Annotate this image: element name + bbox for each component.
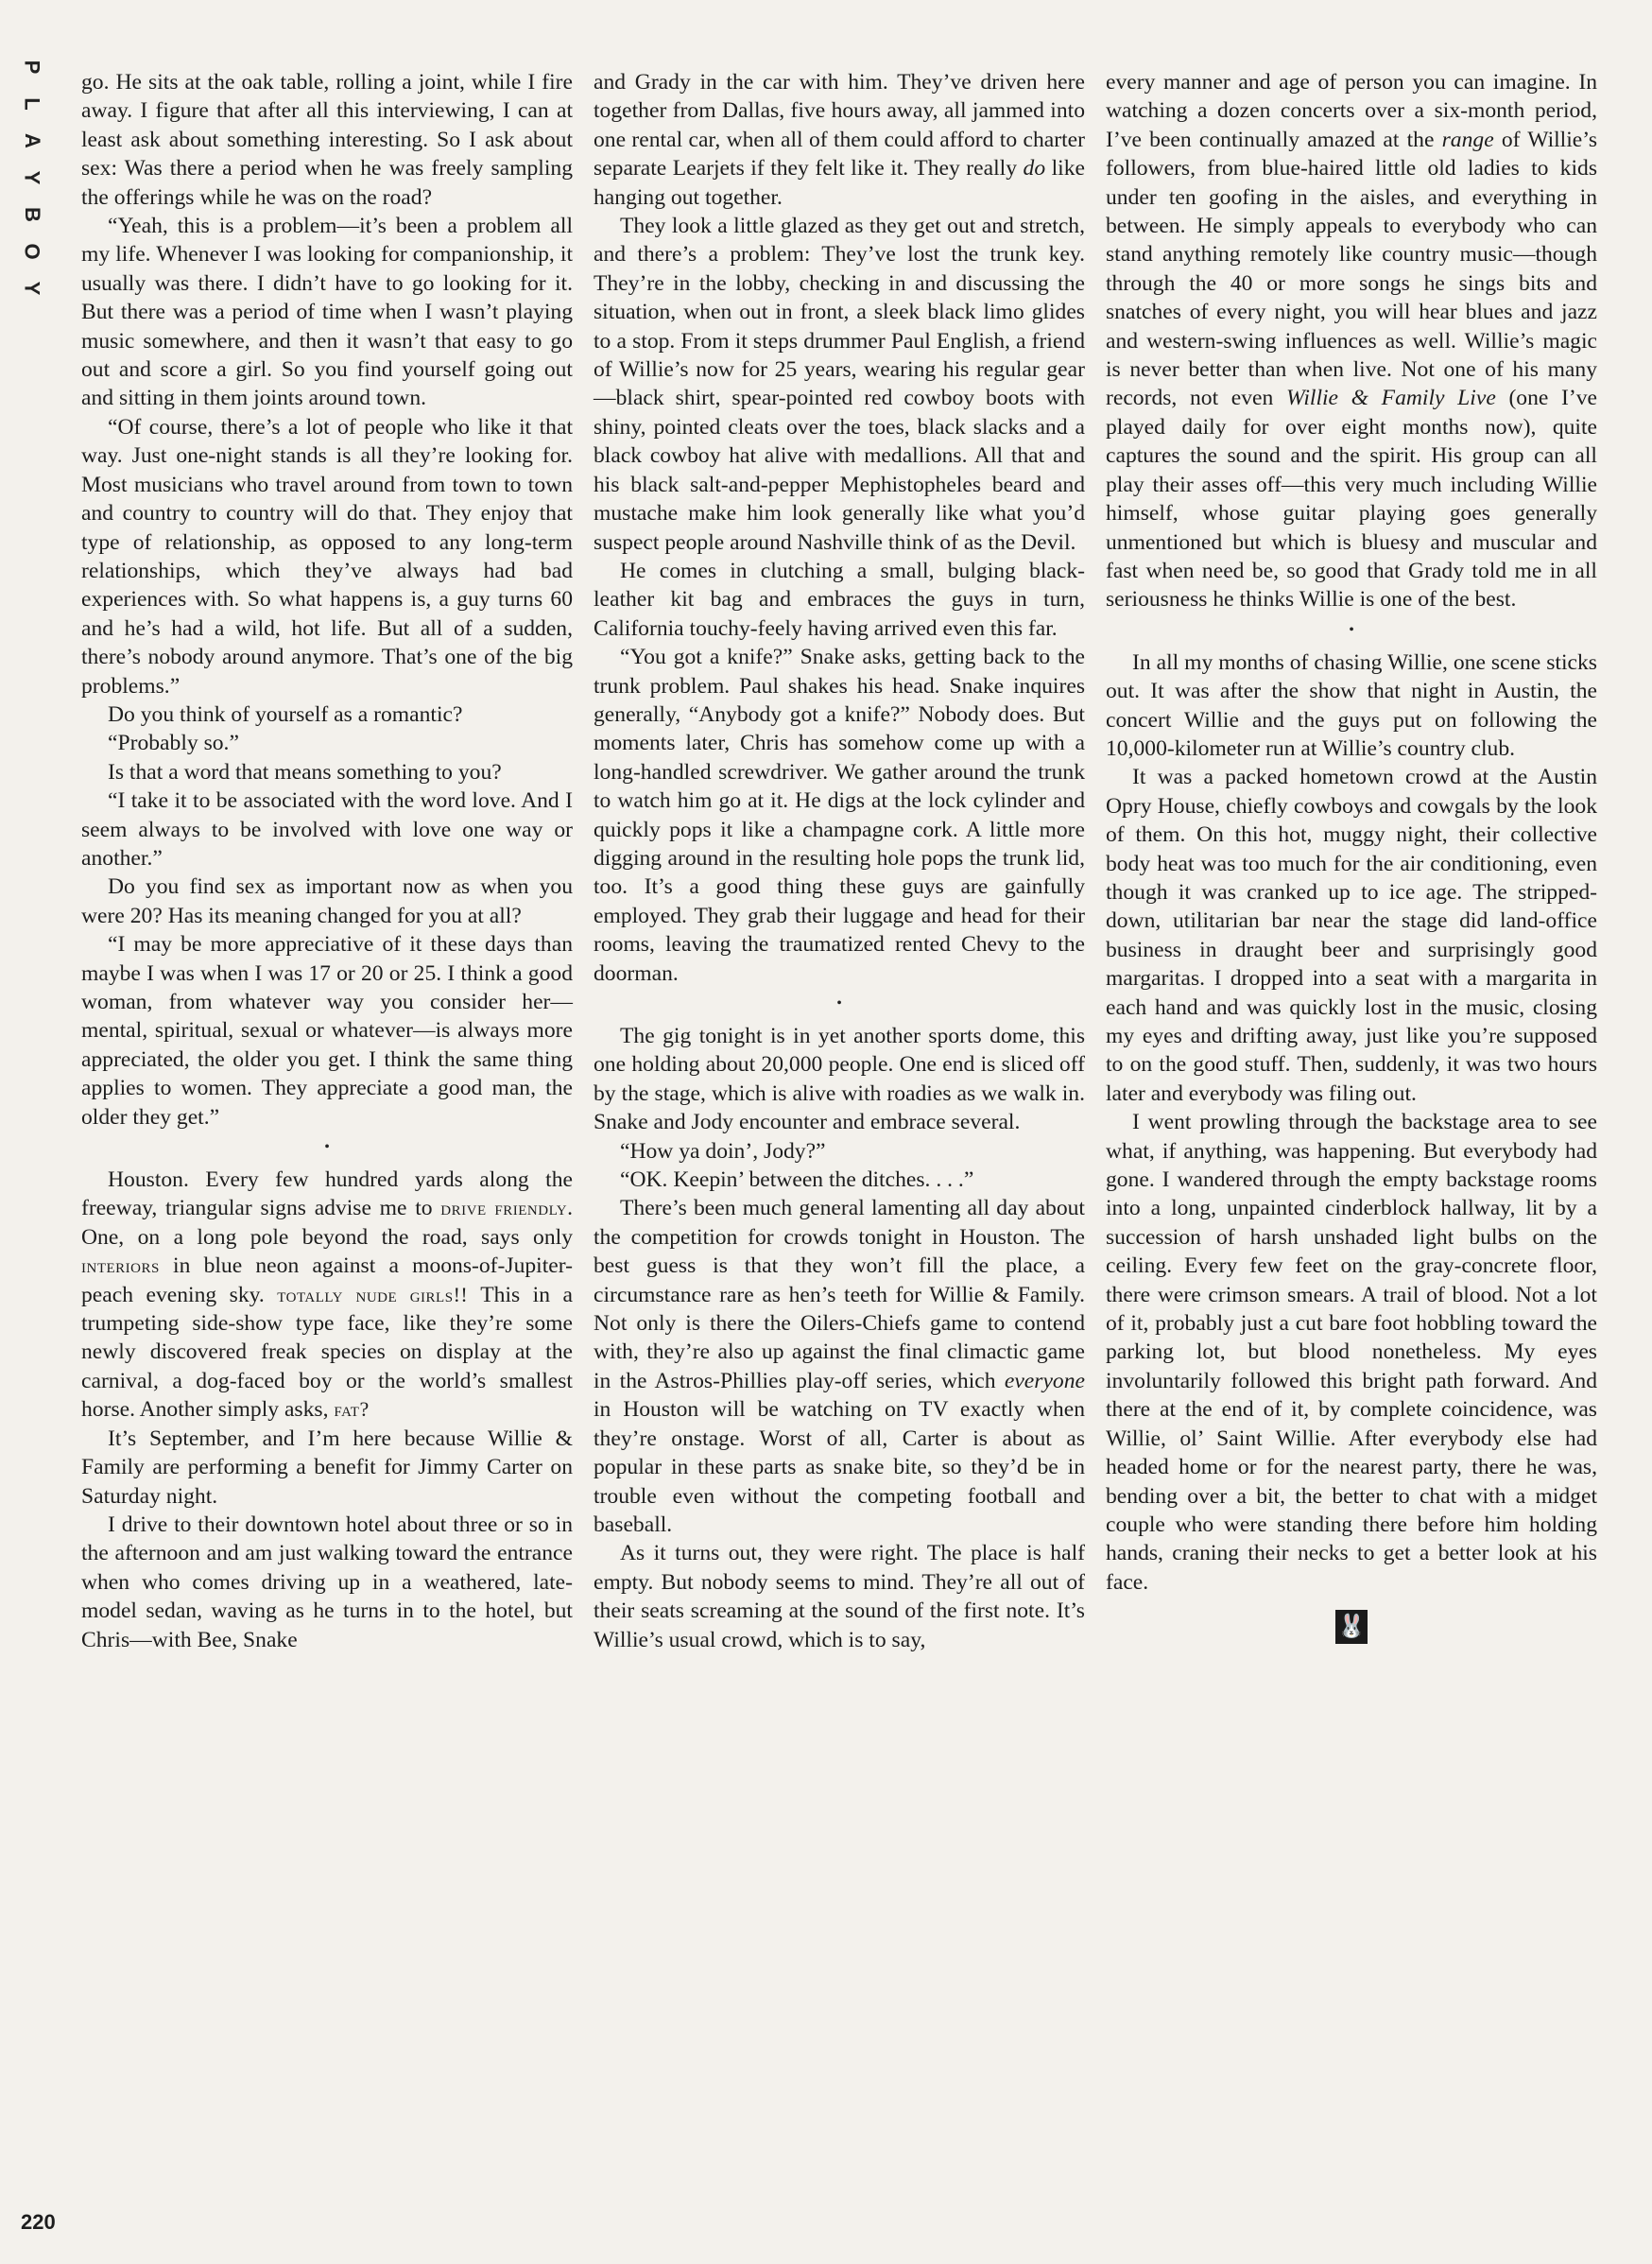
text-run: like hanging out together. — [594, 156, 1086, 210]
paragraph: “I take it to be associated with the word love. And I seem always to be involved with love one way or another.” — [81, 788, 573, 871]
section-separator: • — [1349, 621, 1354, 638]
masthead-letter: O — [20, 243, 44, 261]
paragraph: Do you think of yourself as a romantic? — [108, 701, 463, 727]
text-run: . One, on a long pole beyond the road, says only — [81, 1196, 573, 1250]
paragraph: “How ya doin’, Jody?” — [620, 1138, 826, 1164]
paragraph: go. He sits at the oak table, rolling a joint, while I fire away. I figure that after all this interviewing, I can at least ask about something interesting. So I ask about sex: Was there a period when he was freely sampling the offerings while he was on the road? — [81, 70, 573, 210]
masthead-letter: Y — [20, 281, 44, 297]
paragraph: In all my months of chasing Willie, one scene sticks out. It was after the show that night in Austin, the concert Willie and the guys put on following the 10,000-kilometer run at Willie’s country club. — [1106, 649, 1597, 761]
text-run: in blue neon against a moons-of-Jupiter-peach evening sky. — [81, 1253, 573, 1307]
paragraph: “I may be more appreciative of it these days than maybe I was when I was 17 or 20 or 25. I think a good woman, from whatever way you consider her—mental, spiritual, sexual or whatever—is always more appreciated, the older you get. I think the same thing applies to women. They appreciate a good man, the older they get.” — [81, 932, 573, 1130]
masthead-letter: Y — [20, 170, 44, 186]
paragraph: As it turns out, they were right. The place is half empty. But nobody seems to mind. They’re all out of their seats screaming at the sound of the first note. It’s Willie’s usual crowd, which is to say, — [594, 1541, 1085, 1652]
text-run: Houston. Every few hundred yards along the freeway, triangular signs advise me to — [81, 1167, 573, 1221]
paragraph: The gig tonight is in yet another sports dome, this one holding about 20,000 people. One end is sliced off by the stage, which is alive with roadies as we walk in. Snake and Jody encounter and embrace several. — [594, 1024, 1085, 1135]
rabbit-head-icon: 🐰 — [1335, 1610, 1368, 1644]
sign-interiors: interiors — [81, 1253, 160, 1278]
masthead-vertical — [13, 49, 51, 307]
column-1 — [81, 68, 573, 1654]
paragraph: “Of course, there’s a lot of people who like it that way. Just one-night stands is all they’re looking for. Most musicians who travel around from town to town and country to country will do that. They enjoy that type of relationship, as opposed to any long-term relationships, which they’ve always had bad experiences with. So what happens is, a guy turns 60 and he’s had a wild, hot life. But all of a sudden, there’s nobody around anymore. That’s one of the big problems.” — [81, 414, 573, 699]
paragraph: I went prowling through the backstage area to see what, if anything, was happening. But everybody had gone. I wandered through the empty backstage rooms into a long, unpainted cinderblock hallway, lit by a succession of harsh unshaded light bulbs on the ceiling. Every few feet on the gray-concrete floor, there were crimson smears. A trail of blood. Not a lot of it, probably just a cut bare foot hobbling toward the parking lot, but blood nonetheless. My eyes involuntarily followed this bright path forward. And there at the end of it, by complete coincidence, was Willie, ol’ Saint Willie. After everybody else had headed home or for the nearest party, there he was, bending over a bit, the better to chat with a midget couple who were standing there before him holding hands, craning their necks to get a better look at his face. — [1106, 1110, 1597, 1595]
sign-totally-nude: totally nude girls!! — [277, 1282, 469, 1306]
paragraph: “Probably so.” — [108, 731, 239, 756]
column-2 — [594, 68, 1085, 1654]
text-run: in Houston will be watching on TV exactly when they’re onstage. Worst of all, Carter is about as popular in these parts as snake bite, so they’d be in trouble even without the competing football and baseball. — [594, 1397, 1085, 1537]
paragraph: They look a little glazed as they get out and stretch, and there’s a problem: They’ve lost the trunk key. They’re in the lobby, checking in and discussing the situation, when out in front, a sleek black limo glides to a stop. From it steps drummer Paul English, a friend of Willie’s now for 25 years, wearing his regular gear—black shirt, spear-pointed red cowboy boots with shiny, pointed cleats over the toes, black slacks and a black cowboy hat alive with medallions. All that and his black salt-and-pepper Mephistopheles beard and mustache make him look generally like what you’d suspect people around Nashville think of as the Devil. — [594, 214, 1085, 555]
masthead-letter: P — [20, 60, 44, 76]
text-run: There’s been much general lamenting all day about the competition for crowds tonight in Houston. The best guess is that they won’t fill the place, a circumstance rare as hen’s teeth for Willie & Family. Not only is there the Oilers-Chiefs game to contend with, they’re also up against the final climactic game in the Astros-Phillies play-off series, which — [594, 1196, 1085, 1393]
text-run: of Willie’s followers, from blue-haired little old ladies to kids under ten goofing in the aisles, and everything in between. He simply appeals to everybody who can stand anything remotely like country music—though through the 40 or more songs he sings bits and snatches of every night, you will hear blues and jazz and western-swing influences as well. Willie’s magic is never better than when live. Not one of his many records, not even — [1106, 127, 1598, 411]
section-separator: • — [324, 1139, 330, 1156]
paragraph-houston — [81, 1166, 573, 1425]
emphasis: range — [1441, 127, 1494, 152]
paragraph: It’s September, and I’m here because Willie & Family are performing a benefit for Jimmy Carter on Saturday night. — [81, 1426, 573, 1509]
paragraph: It was a packed hometown crowd at the Austin Opry House, chiefly cowboys and cowgals by the look of them. On this hot, muggy night, their collective body heat was too much for the air conditioning, even though it was cranked up to ice age. The stripped-down, utilitarian bar near the stage did land-office business in draught beer and surprisingly good margaritas. I dropped into a seat with a margarita in each hand and was quickly lost in the music, closing my eyes and drifting away, just like you’re supposed to on the good stuff. Then, suddenly, it was two hours later and everybody was filing out. — [1106, 765, 1597, 1106]
text-run: This in a trumpeting side-show type face, like they’re some newly discovered freak species on display at the carnival, a dog-faced boy or the world’s smallest horse. Another simply asks, — [81, 1282, 573, 1423]
section-separator: • — [836, 995, 842, 1011]
text-run: (one I’ve played daily for over eight months now), quite captures the sound and the spirit. His group can all play their asses off—this very much including Willie himself, whose guitar playing goes generally unmentioned but which is bluesy and muscular and fast when need be, so good that Grady told me in all seriousness he thinks Willie is one of the best. — [1106, 386, 1598, 613]
emphasis: do — [1023, 156, 1046, 181]
paragraph — [1106, 68, 1597, 614]
masthead-letter: A — [20, 133, 44, 149]
paragraph: “OK. Keepin’ between the ditches. . . .” — [620, 1167, 974, 1193]
masthead-letter: B — [20, 207, 44, 223]
paragraph: Do you find sex as important now as when you were 20? Has its meaning changed for you at all? — [81, 874, 573, 928]
paragraph: He comes in clutching a small, bulging black-leather kit bag and embraces the guys in turn, California touchy-feely having arrived even this far. — [594, 558, 1085, 641]
page-number: 220 — [21, 2210, 56, 2234]
emphasis: everyone — [1004, 1368, 1085, 1393]
column-3 — [1106, 68, 1597, 1644]
paragraph: “Yeah, this is a problem—it’s been a problem all my life. Whenever I was looking for companionship, it usually was there. I didn’t have to go looking for it. But there was a period of time when I wasn’t playing music somewhere, and then it wasn’t that easy to go out and score a girl. So you find yourself going out and sitting in them joints around town. — [81, 214, 573, 411]
paragraph — [594, 68, 1085, 212]
sign-fat: fat? — [334, 1397, 370, 1422]
text-run: and Grady in the car with him. They’ve driven here together from Dallas, five hours away, all jammed into one rental car, when all of them could afford to charter separate Learjets if they felt like it. They really — [594, 70, 1085, 181]
text-run: every manner and age of person you can imagine. In watching a dozen concerts over a six-month period, I’ve been continually amazed at the — [1106, 70, 1597, 152]
album-title: Willie & Family Live — [1285, 386, 1496, 411]
sign-drive-friendly: drive friendly — [440, 1196, 568, 1220]
paragraph: I drive to their downtown hotel about three or so in the afternoon and am just walking toward the entrance when who comes driving up in a weathered, late-model sedan, waving as he turns in to the hotel, but Chris—with Bee, Snake — [81, 1512, 573, 1652]
paragraph: Is that a word that means something to you? — [108, 759, 502, 785]
paragraph — [594, 1194, 1085, 1539]
paragraph: “You got a knife?” Snake asks, getting back to the trunk problem. Paul shakes his head. Snake inquires generally, “Anybody got a knife?” Nobody does. But moments later, Chris has somehow come up with a long-handled screwdriver. We gather around the trunk to watch him go at it. He digs at the lock cylinder and quickly pops it like a champagne cork. A little more digging around in the resulting hole pops the trunk lid, too. It’s a good thing these guys are gainfully employed. They grab their luggage and head for their rooms, leaving the traumatized rented Chevy to the doorman. — [594, 645, 1085, 986]
masthead-letter: L — [20, 97, 44, 112]
